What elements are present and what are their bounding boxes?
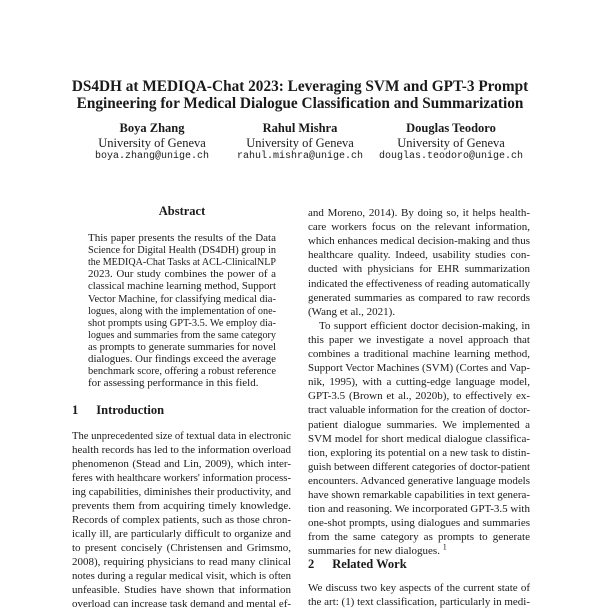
text-line-content: encounters. Advanced generative language models bbox=[308, 474, 531, 487]
text-line-content: guish between different categories of doctor-patient bbox=[308, 460, 531, 473]
text-line bbox=[308, 220, 530, 234]
text-line-content: the art: (1) text classification, particularly in medi- bbox=[308, 596, 530, 609]
paper-title-line-1: DS4DH at MEDIQA-Chat 2023: Leveraging SVM and GPT-3 Prompt bbox=[71, 78, 529, 95]
text-line-content: shot prompts using GPT-3.5. We employ dia- bbox=[88, 316, 276, 329]
text-line-wrap bbox=[72, 485, 291, 499]
text-line-content: SVM model for short medical dialogue classifica- bbox=[308, 432, 530, 445]
text-line bbox=[88, 232, 276, 244]
text-line-wrap bbox=[308, 234, 530, 248]
text-line bbox=[308, 418, 530, 432]
text-line bbox=[308, 403, 530, 417]
text-line-wrap bbox=[308, 503, 530, 515]
text-line-content: Vector Machine, for classifying medical dia- bbox=[88, 292, 276, 305]
text-line-content: Support Vector Machines (SVM) (Cortes and Vap- bbox=[308, 362, 531, 375]
text-line-content: summaries for new dialogues. bbox=[308, 545, 440, 558]
text-line-wrap bbox=[72, 556, 291, 568]
text-line bbox=[88, 244, 276, 256]
text-line-content: tract valuable information for the creation of doctor- bbox=[308, 404, 531, 417]
text-line-wrap bbox=[308, 460, 530, 474]
text-line bbox=[308, 291, 530, 305]
text-line bbox=[308, 347, 530, 361]
text-line bbox=[88, 280, 276, 292]
text-line-wrap bbox=[308, 582, 530, 594]
text-line bbox=[88, 329, 276, 341]
author-affiliation: University of Geneva bbox=[98, 135, 206, 150]
text-line bbox=[72, 541, 291, 555]
text-line-wrap bbox=[72, 528, 291, 540]
text-line-content: for assessing performance in this field. bbox=[88, 377, 259, 390]
text-line bbox=[88, 365, 276, 377]
text-line-content: tion, exploring its potential on a new task to distin- bbox=[308, 446, 531, 459]
footnote-mark[interactable]: 1 bbox=[442, 542, 447, 552]
text-line-wrap bbox=[72, 569, 291, 583]
text-line bbox=[308, 581, 530, 595]
text-line-content: health records has led to the information overload bbox=[72, 444, 291, 456]
section-title: Related Work bbox=[332, 557, 407, 571]
text-line bbox=[72, 569, 291, 583]
text-line-content: GPT-3.5 (Brown et al., 2020b), to effectively ex- bbox=[308, 390, 530, 403]
text-line-wrap bbox=[88, 293, 276, 305]
text-line-content: feres with healthcare workers' information process- bbox=[72, 472, 292, 484]
text-line bbox=[308, 389, 530, 403]
text-line-content: Science for Digital Health (DS4DH) group in bbox=[88, 244, 277, 257]
text-line-content: (Wang et al., 2021). bbox=[308, 305, 396, 318]
text-line-wrap bbox=[308, 595, 530, 609]
text-line-content: The unprecedented size of textual data in electronic bbox=[72, 430, 292, 442]
text-line-wrap bbox=[72, 500, 291, 512]
text-line-content: generated summaries as compared to raw records bbox=[308, 291, 530, 304]
author-name: Rahul Mishra bbox=[262, 121, 338, 135]
text-line bbox=[308, 502, 530, 516]
text-line-wrap bbox=[308, 207, 530, 219]
text-line-content: classical machine learning method, Support bbox=[88, 280, 277, 293]
text-line-wrap bbox=[88, 280, 276, 292]
text-line-content: logues and summaries from the same category bbox=[88, 328, 277, 341]
text-line-content: this paper we investigate a novel approach that bbox=[308, 333, 530, 346]
text-line-wrap bbox=[308, 390, 530, 402]
text-line-content: to present concisely (Christensen and Grimsmo, bbox=[72, 542, 291, 554]
text-line-wrap bbox=[88, 341, 276, 353]
text-line-content: ically ill, are particularly difficult to organize and bbox=[72, 528, 291, 540]
author-email[interactable]: boya.zhang@unige.ch bbox=[94, 151, 210, 162]
text-line-content: 2023. Our study combines the power of a bbox=[88, 268, 276, 281]
text-line-content: care workers focus on the relevant information, bbox=[308, 221, 530, 234]
text-line bbox=[72, 499, 291, 513]
text-line-wrap bbox=[72, 542, 291, 554]
text-line bbox=[308, 516, 530, 530]
text-line bbox=[308, 262, 530, 276]
text-line-wrap bbox=[308, 376, 530, 388]
section-heading-related-work bbox=[308, 557, 407, 572]
text-line-wrap bbox=[88, 377, 258, 389]
text-line-wrap bbox=[319, 320, 530, 332]
text-line bbox=[308, 595, 530, 609]
section-number: 1 bbox=[72, 403, 79, 417]
text-line bbox=[308, 460, 530, 474]
text-line bbox=[88, 268, 276, 280]
text-line bbox=[72, 485, 291, 499]
text-line-content: patient dialogue summaries. We implemented a bbox=[308, 418, 530, 431]
text-line-wrap bbox=[88, 305, 276, 317]
text-line bbox=[72, 597, 291, 611]
text-line-wrap bbox=[308, 361, 530, 375]
text-line bbox=[88, 317, 276, 329]
text-line bbox=[88, 341, 276, 353]
text-line-wrap bbox=[72, 443, 291, 457]
text-line bbox=[72, 513, 291, 527]
text-line bbox=[308, 375, 530, 389]
text-line bbox=[72, 527, 291, 541]
author-block bbox=[82, 121, 222, 165]
text-line-content: nik, 1995), with a cutting-edge language model, bbox=[308, 376, 530, 389]
text-line-content: ing capabilities, diminishes their productivity, and bbox=[72, 486, 292, 498]
text-line-content: benchmark score, offering a robust reference bbox=[88, 365, 277, 378]
text-line-content: unfeasible. Studies have shown that information bbox=[72, 584, 291, 596]
text-line-content: the MEDIQA-Chat Tasks at ACL-ClinicalNLP bbox=[88, 256, 277, 269]
text-line-content: ducted with physicians for EHR summarization bbox=[308, 263, 530, 276]
text-line-wrap bbox=[88, 317, 276, 329]
text-line-wrap bbox=[308, 249, 530, 261]
text-line bbox=[308, 305, 530, 319]
text-line-wrap bbox=[308, 277, 530, 291]
text-line-content: one-shot prompts, using dialogues and summaries bbox=[308, 517, 530, 530]
text-line bbox=[319, 319, 530, 333]
text-line bbox=[88, 305, 276, 317]
text-line bbox=[308, 206, 530, 220]
author-block bbox=[228, 121, 372, 165]
text-line-content: 2008), requiring physicians to read many clinical bbox=[72, 556, 291, 568]
text-line bbox=[72, 429, 291, 443]
text-line-content: Records of complex patients, such as those chron- bbox=[72, 514, 291, 526]
section-number: 2 bbox=[308, 557, 315, 571]
text-line bbox=[308, 248, 530, 262]
text-line-wrap bbox=[308, 488, 530, 502]
author-affiliation: University of Geneva bbox=[397, 135, 505, 150]
abstract-heading: Abstract bbox=[158, 204, 206, 218]
text-line-wrap bbox=[88, 244, 276, 256]
text-line-content: healthcare quality. Indeed, usability studies con- bbox=[308, 249, 530, 262]
text-line-wrap bbox=[308, 474, 530, 488]
text-line bbox=[72, 555, 291, 569]
author-email[interactable]: rahul.mishra@unige.ch bbox=[236, 151, 364, 162]
text-line-wrap bbox=[308, 263, 530, 275]
text-line-wrap bbox=[308, 334, 530, 346]
text-line-content: indicated the effectiveness of reading automatically bbox=[308, 277, 530, 290]
text-line bbox=[308, 446, 530, 460]
text-line-wrap bbox=[72, 513, 291, 527]
text-line bbox=[88, 377, 276, 389]
text-line bbox=[72, 583, 291, 597]
text-line-wrap bbox=[308, 306, 395, 318]
text-line-content: This paper presents the results of the Data bbox=[88, 232, 276, 244]
text-line-wrap bbox=[308, 531, 530, 543]
text-line-wrap bbox=[88, 329, 276, 341]
text-line-content: prevents them from acquiring timely knowledge. bbox=[72, 500, 291, 512]
text-line-wrap bbox=[308, 446, 530, 460]
text-line-content: dialogues. Our findings exceed the average bbox=[88, 353, 277, 365]
section-title: Introduction bbox=[96, 403, 165, 417]
text-line bbox=[308, 488, 530, 502]
author-email[interactable]: douglas.teodoro@unige.ch bbox=[378, 151, 524, 162]
text-line-content: which enhances medical decision-making and thus bbox=[308, 235, 531, 248]
text-line bbox=[308, 234, 530, 248]
text-line-content: have shown remarkable capabilities in text genera- bbox=[308, 489, 530, 501]
text-line-wrap bbox=[72, 458, 291, 470]
text-line bbox=[308, 474, 530, 488]
text-line-wrap bbox=[88, 268, 276, 280]
text-line-wrap bbox=[308, 433, 530, 445]
text-line bbox=[308, 333, 530, 347]
text-line bbox=[72, 457, 291, 471]
text-line-wrap bbox=[308, 292, 530, 304]
text-line-wrap bbox=[308, 403, 530, 417]
text-line-content: overload can increase task demand and mental ef- bbox=[72, 598, 292, 610]
text-line-wrap bbox=[308, 517, 530, 529]
text-line-content: phenomenon (Stead and Lin, 2009), which inter- bbox=[72, 458, 291, 470]
text-line-content: We discuss two key aspects of the current state of bbox=[308, 582, 530, 594]
text-line bbox=[308, 277, 530, 291]
text-line-content: notes during a regular medical visit, which is often bbox=[72, 570, 292, 582]
author-name: Boya Zhang bbox=[119, 121, 185, 135]
text-line-wrap bbox=[72, 429, 291, 443]
text-line-wrap bbox=[88, 256, 276, 268]
text-line-wrap bbox=[72, 597, 291, 611]
author-affiliation: University of Geneva bbox=[246, 135, 354, 150]
section-heading-introduction bbox=[72, 403, 164, 418]
text-line-wrap bbox=[72, 584, 291, 596]
text-line bbox=[308, 432, 530, 446]
text-line bbox=[88, 256, 276, 268]
text-line-wrap bbox=[308, 542, 447, 558]
text-line-content: To support efficient doctor decision-making, in bbox=[319, 319, 530, 332]
text-line bbox=[72, 443, 291, 457]
text-line-wrap bbox=[308, 348, 530, 360]
text-line-content: logues, along with the implementation of one- bbox=[88, 304, 277, 317]
paper-title-line-2: Engineering for Medical Dialogue Classification and Summarization bbox=[76, 95, 524, 112]
text-line bbox=[308, 530, 530, 544]
text-line-wrap bbox=[88, 353, 276, 365]
text-line-content: as prompts to generate summaries for novel bbox=[88, 340, 277, 353]
text-line-wrap bbox=[88, 232, 276, 244]
text-line-wrap bbox=[72, 471, 291, 485]
text-line bbox=[88, 353, 276, 365]
text-line bbox=[308, 361, 530, 375]
text-line-wrap bbox=[88, 365, 276, 377]
text-line bbox=[72, 471, 291, 485]
text-line bbox=[88, 293, 276, 305]
text-line-content: tion and reasoning. We incorporated GPT-3.5 with bbox=[308, 503, 530, 516]
author-block bbox=[376, 121, 526, 165]
text-line-content: combines a traditional machine learning method, bbox=[308, 348, 530, 360]
text-line-content: and Moreno, 2014). By doing so, it helps health- bbox=[308, 207, 530, 219]
text-line-wrap bbox=[308, 221, 530, 233]
author-name: Douglas Teodoro bbox=[406, 121, 496, 135]
text-line-content: from the same category as prompts to generate bbox=[308, 531, 530, 544]
text-line-wrap bbox=[308, 419, 530, 431]
